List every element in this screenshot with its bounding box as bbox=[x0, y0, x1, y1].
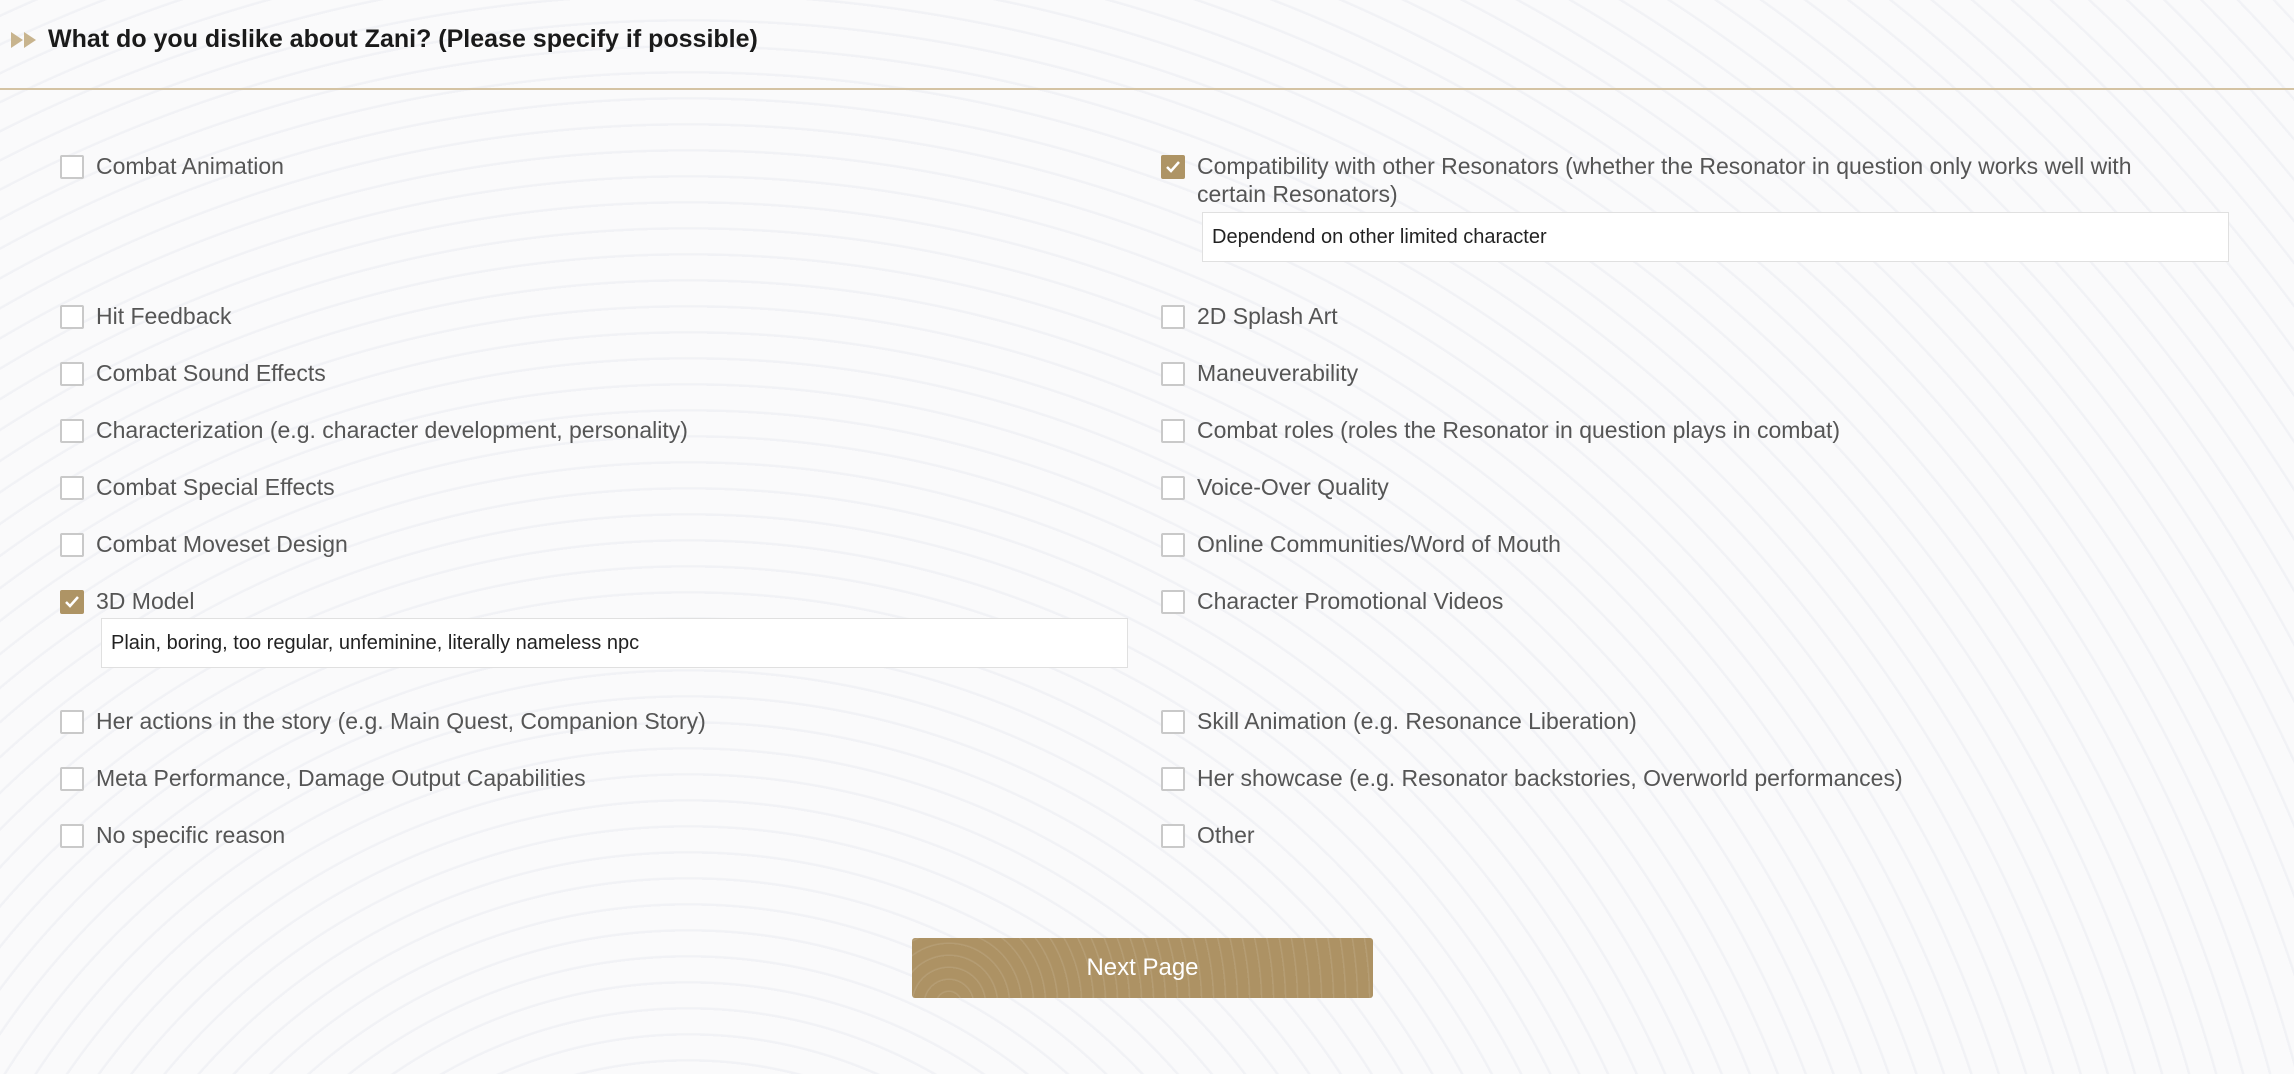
option-combat-animation[interactable] bbox=[60, 152, 1120, 180]
option-label[interactable]: Meta Performance, Damage Output Capabilities bbox=[96, 765, 586, 791]
checkbox-skill-animation[interactable] bbox=[1161, 710, 1185, 734]
checkbox-combat-sound-effects[interactable] bbox=[60, 362, 84, 386]
option-label[interactable]: Hit Feedback bbox=[96, 303, 232, 329]
next-page-button[interactable]: Next Page bbox=[912, 938, 1373, 998]
checkbox-promotional-videos[interactable] bbox=[1161, 590, 1185, 614]
double-chevron-icon bbox=[11, 30, 41, 50]
option-story-actions[interactable] bbox=[60, 707, 1120, 735]
option-label[interactable]: Maneuverability bbox=[1197, 360, 1359, 386]
option-label[interactable]: Other bbox=[1197, 822, 1255, 848]
checkbox-hit-feedback[interactable] bbox=[60, 305, 84, 329]
checkbox-her-showcase[interactable] bbox=[1161, 767, 1185, 791]
option-skill-animation[interactable] bbox=[1161, 707, 2201, 735]
checkbox-combat-special-effects[interactable] bbox=[60, 476, 84, 500]
option-her-showcase[interactable] bbox=[1161, 764, 2201, 792]
checkbox-maneuverability[interactable] bbox=[1161, 362, 1185, 386]
checkbox-2d-splash-art[interactable] bbox=[1161, 305, 1185, 329]
option-label[interactable]: Compatibility with other Resonators (whether the Resonator in question only works well with certain Resonators) bbox=[1197, 153, 2132, 207]
option-label[interactable]: Online Communities/Word of Mouth bbox=[1197, 531, 1561, 557]
checkbox-meta-performance[interactable] bbox=[60, 767, 84, 791]
option-other[interactable] bbox=[1161, 821, 2201, 849]
option-combat-sound-effects[interactable] bbox=[60, 359, 1120, 387]
question-title: What do you dislike about Zani? (Please specify if possible) bbox=[48, 25, 758, 53]
checkbox-combat-roles[interactable] bbox=[1161, 419, 1185, 443]
option-label[interactable]: Skill Animation (e.g. Resonance Liberation) bbox=[1197, 708, 1637, 734]
option-combat-moveset-design[interactable] bbox=[60, 530, 1120, 558]
option-label[interactable]: Voice-Over Quality bbox=[1197, 474, 1389, 500]
option-2d-splash-art[interactable] bbox=[1161, 302, 2201, 330]
3d-model-reason-input[interactable] bbox=[101, 618, 1128, 668]
option-voice-over-quality[interactable] bbox=[1161, 473, 2201, 501]
option-label[interactable]: Her showcase (e.g. Resonator backstories, Overworld performances) bbox=[1197, 765, 1903, 791]
compatibility-reason-input[interactable] bbox=[1202, 212, 2229, 262]
option-label[interactable]: Characterization (e.g. character development, personality) bbox=[96, 417, 688, 443]
checkbox-compatibility[interactable] bbox=[1161, 155, 1185, 179]
option-label[interactable]: Combat Special Effects bbox=[96, 474, 335, 500]
checkbox-online-communities[interactable] bbox=[1161, 533, 1185, 557]
checkbox-other[interactable] bbox=[1161, 824, 1185, 848]
checkbox-story-actions[interactable] bbox=[60, 710, 84, 734]
option-hit-feedback[interactable] bbox=[60, 302, 1120, 330]
option-label[interactable]: No specific reason bbox=[96, 822, 286, 848]
option-online-communities[interactable] bbox=[1161, 530, 2201, 558]
option-3d-model[interactable] bbox=[60, 587, 1120, 615]
option-label[interactable]: Combat Sound Effects bbox=[96, 360, 326, 386]
option-combat-special-effects[interactable] bbox=[60, 473, 1120, 501]
option-label[interactable]: Her actions in the story (e.g. Main Quest, Companion Story) bbox=[96, 708, 706, 734]
question-header bbox=[0, 0, 2294, 90]
option-meta-performance[interactable] bbox=[60, 764, 1120, 792]
option-label[interactable]: Combat Moveset Design bbox=[96, 531, 348, 557]
option-no-specific-reason[interactable] bbox=[60, 821, 1120, 849]
option-label[interactable]: 3D Model bbox=[96, 588, 195, 614]
option-combat-roles[interactable] bbox=[1161, 416, 2201, 444]
option-label[interactable]: Combat Animation bbox=[96, 153, 284, 179]
option-promotional-videos[interactable] bbox=[1161, 587, 2201, 615]
option-characterization[interactable] bbox=[60, 416, 1120, 444]
checkbox-no-specific-reason[interactable] bbox=[60, 824, 84, 848]
option-label[interactable]: Combat roles (roles the Resonator in question plays in combat) bbox=[1197, 417, 1841, 443]
checkbox-combat-animation[interactable] bbox=[60, 155, 84, 179]
option-label[interactable]: 2D Splash Art bbox=[1197, 303, 1338, 329]
option-compatibility[interactable] bbox=[1161, 152, 2201, 208]
checkbox-characterization[interactable] bbox=[60, 419, 84, 443]
checkbox-combat-moveset-design[interactable] bbox=[60, 533, 84, 557]
checkbox-voice-over-quality[interactable] bbox=[1161, 476, 1185, 500]
checkbox-3d-model[interactable] bbox=[60, 590, 84, 614]
option-maneuverability[interactable] bbox=[1161, 359, 2201, 387]
option-label[interactable]: Character Promotional Videos bbox=[1197, 588, 1504, 614]
